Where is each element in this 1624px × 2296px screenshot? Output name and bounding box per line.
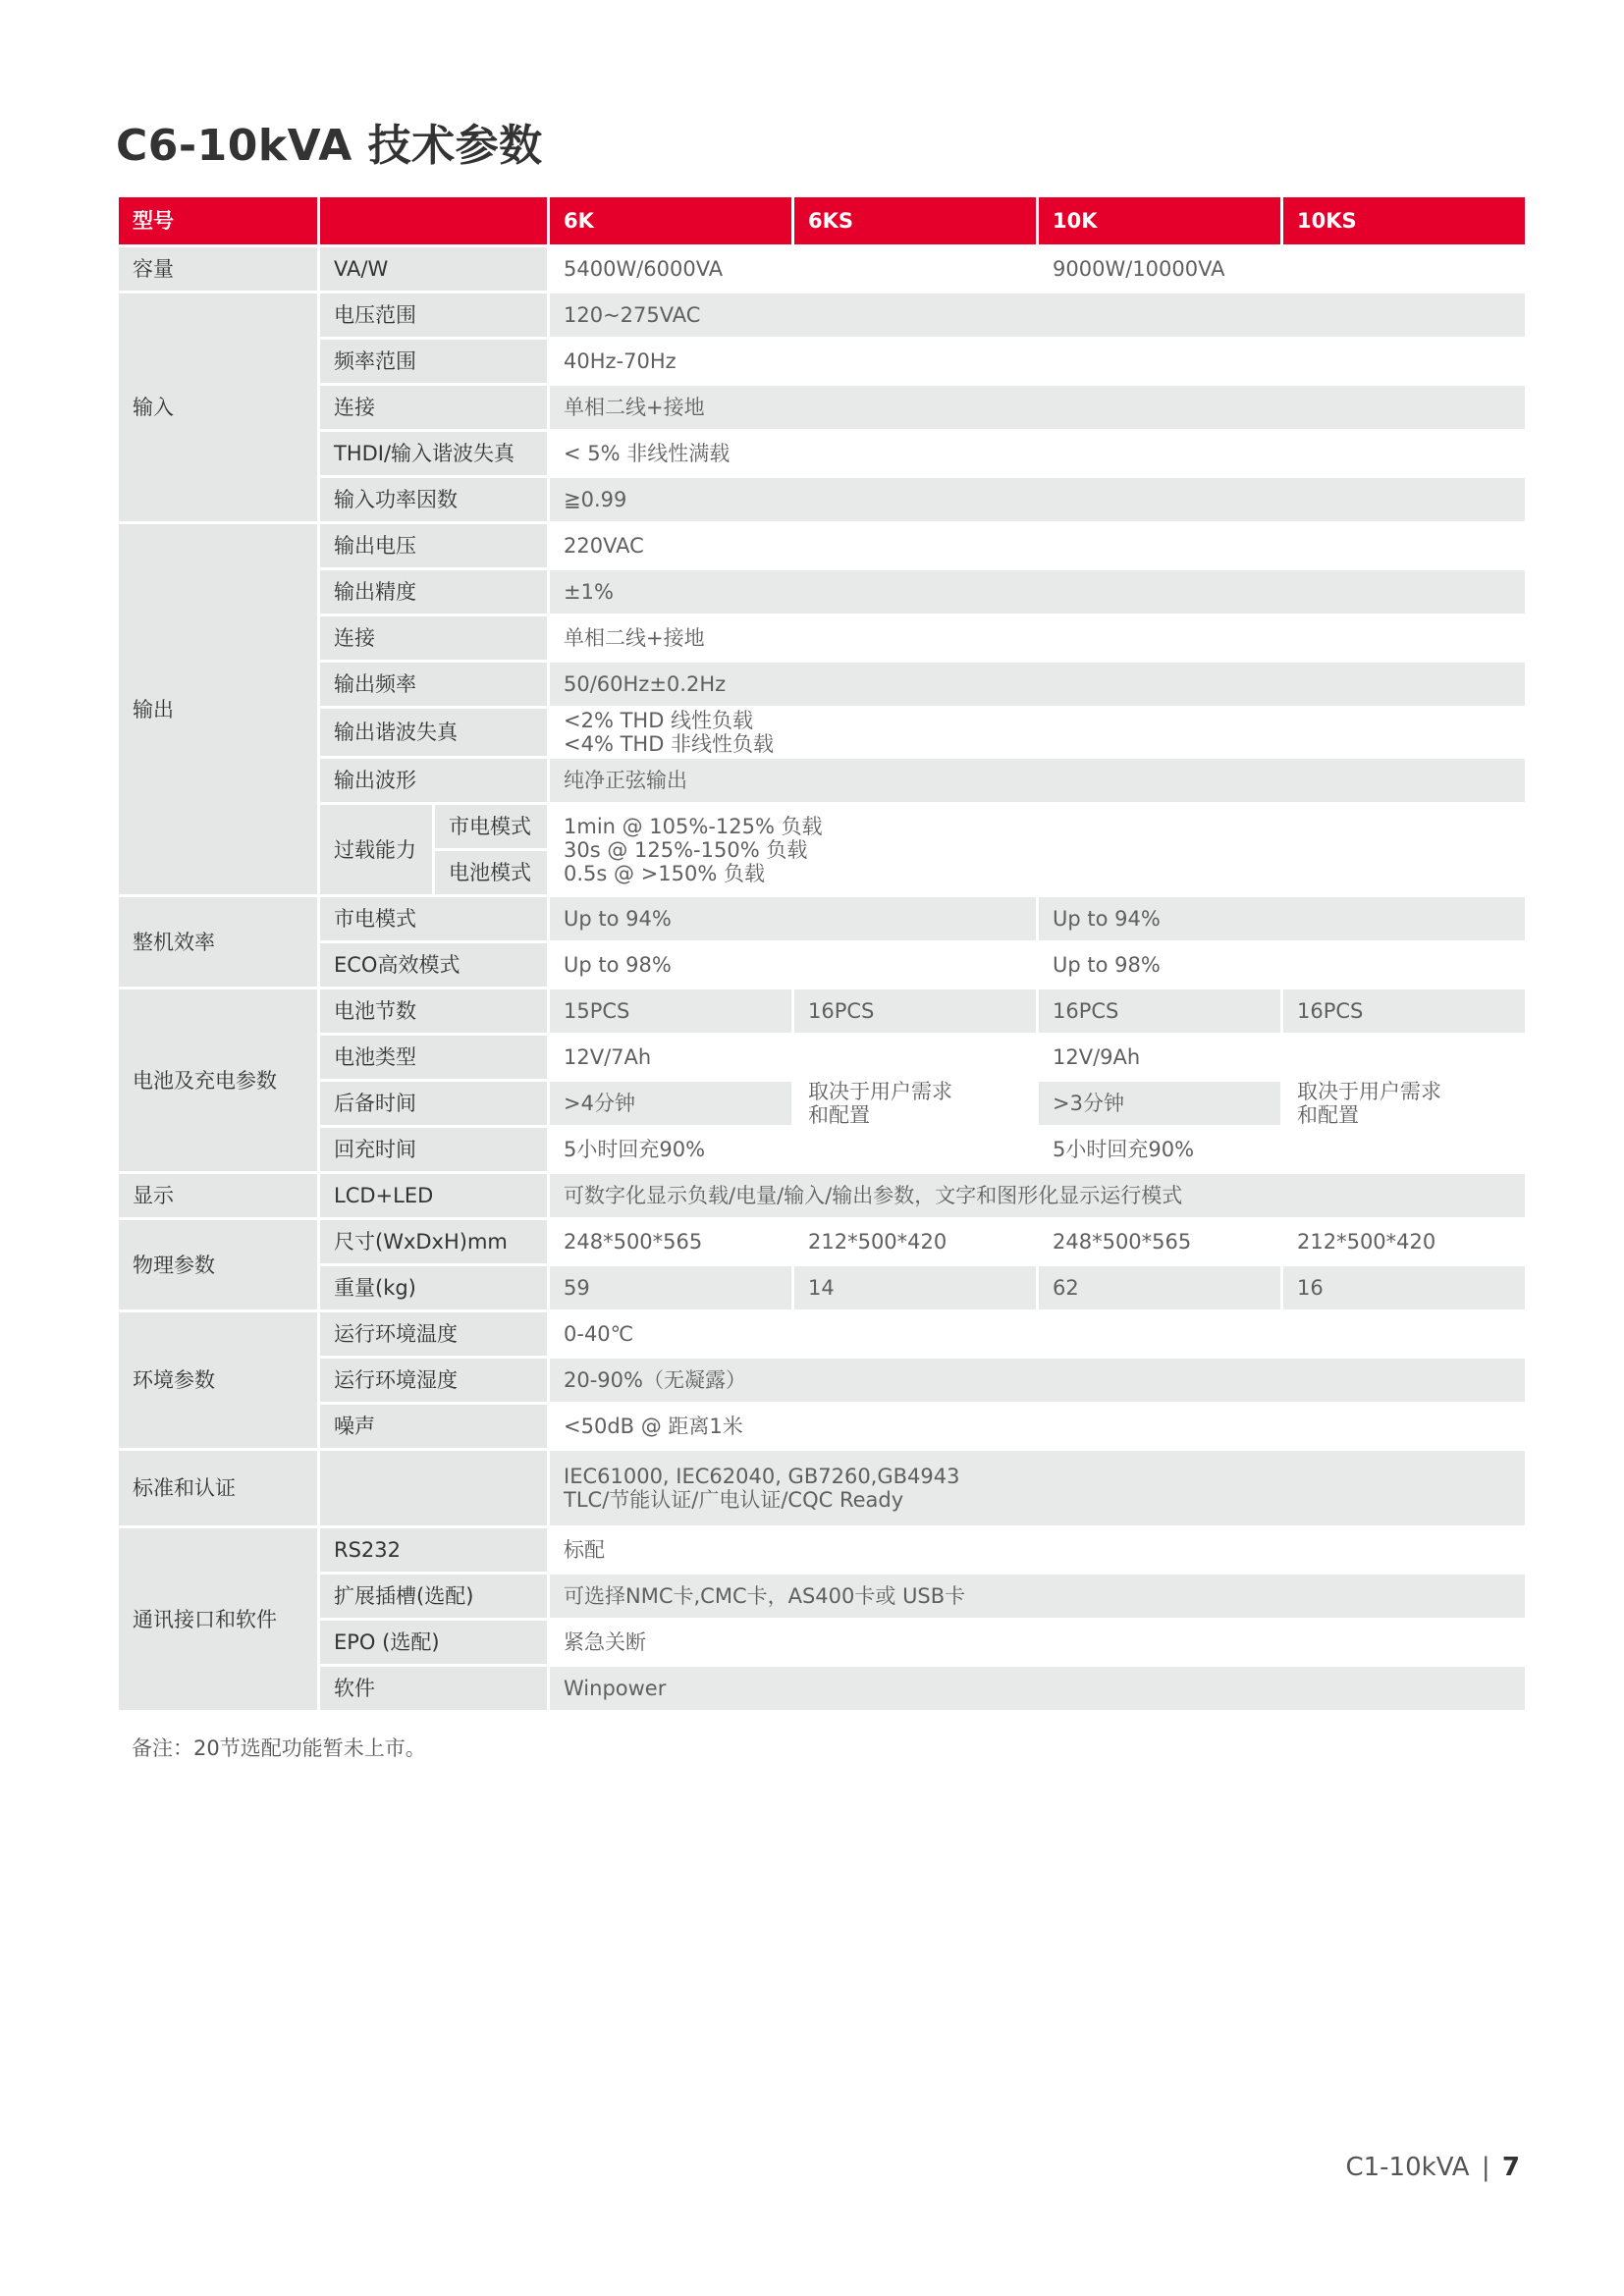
table-row xyxy=(119,989,1525,1033)
value-capacity-6k: 5400W/6000VA xyxy=(550,247,1036,291)
sub-output-waveform: 输出波形 xyxy=(320,759,547,802)
table-row xyxy=(119,478,1525,521)
category-output: 输出 xyxy=(119,524,317,894)
footnote: 备注：20节选配功能暂未上市。 xyxy=(132,1736,426,1760)
table-header-row xyxy=(119,197,1525,244)
value-env-temp: 0-40℃ xyxy=(550,1312,1525,1356)
value-software: Winpower xyxy=(550,1667,1525,1710)
value-size-6k: 248*500*565 xyxy=(550,1220,791,1263)
value-battery-10ks-user-config xyxy=(1283,1036,1525,1171)
value-env-humidity: 20-90%（无凝露） xyxy=(550,1359,1525,1402)
sub-noise: 噪声 xyxy=(320,1405,547,1448)
sub-vaw: VA/W xyxy=(320,247,547,291)
value-capacity-10k: 9000W/10000VA xyxy=(1039,247,1525,291)
user-config-line-1: 取决于用户需求 xyxy=(808,1080,952,1103)
page-footer xyxy=(1345,2153,1520,2182)
table-row xyxy=(119,943,1525,987)
value-output-voltage: 220VAC xyxy=(550,524,1525,567)
overload-line-1: 1min @ 105%-125% 负载 xyxy=(564,814,823,838)
value-output-frequency: 50/60Hz±0.2Hz xyxy=(550,663,1525,706)
table-row xyxy=(119,1451,1525,1525)
sub-thdi: THDI/输入谐波失真 xyxy=(320,432,547,475)
value-battery-count-6k: 15PCS xyxy=(550,989,791,1033)
sub-weight: 重量(kg) xyxy=(320,1266,547,1309)
value-battery-6ks-user-config xyxy=(794,1036,1036,1171)
header-model-label: 型号 xyxy=(119,197,317,244)
category-comm: 通讯接口和软件 xyxy=(119,1528,317,1710)
table-row xyxy=(119,1405,1525,1448)
value-output-accuracy: ±1% xyxy=(550,570,1525,614)
standards-line-1: IEC61000, IEC62040, GB7260,GB4943 xyxy=(564,1465,960,1488)
table-row xyxy=(119,294,1525,337)
value-battery-recharge-6k: 5小时回充90% xyxy=(550,1128,791,1171)
sub-freq-range: 频率范围 xyxy=(320,340,547,383)
table-row xyxy=(119,897,1525,940)
table-row xyxy=(119,1174,1525,1217)
sub-battery-backup: 后备时间 xyxy=(320,1082,547,1125)
sub-standards-blank xyxy=(320,1451,547,1525)
value-battery-count-6ks: 16PCS xyxy=(794,989,1036,1033)
overload-line-2: 30s @ 125%-150% 负载 xyxy=(564,837,808,862)
sub-battery-type: 电池类型 xyxy=(320,1036,547,1079)
page-title: C6-10kVA 技术参数 xyxy=(116,121,543,171)
value-display: 可数字化显示负载/电量/输入/输出参数，文字和图形化显示运行模式 xyxy=(550,1174,1525,1217)
category-display: 显示 xyxy=(119,1174,317,1217)
header-10k: 10K xyxy=(1039,197,1280,244)
value-size-10ks: 212*500*420 xyxy=(1283,1220,1525,1263)
sub-output-frequency: 输出频率 xyxy=(320,663,547,706)
value-expansion-slot: 可选择NMC卡,CMC卡，AS400卡或 USB卡 xyxy=(550,1575,1525,1618)
table-row xyxy=(119,570,1525,614)
header-6k: 6K xyxy=(550,197,791,244)
value-efficiency-eco-6k: Up to 98% xyxy=(550,943,1036,987)
table-row xyxy=(119,1359,1525,1402)
user-config-line-2: 和配置 xyxy=(808,1103,870,1127)
value-battery-type-10k: 12V/9Ah xyxy=(1039,1036,1280,1079)
value-efficiency-utility-6k: Up to 94% xyxy=(550,897,1036,940)
table-row xyxy=(119,1575,1525,1618)
table-row xyxy=(119,386,1525,429)
value-battery-backup-10k: >3分钟 xyxy=(1039,1082,1280,1125)
user-config-line-1: 取决于用户需求 xyxy=(1297,1080,1441,1103)
value-thdi: < 5% 非线性满载 xyxy=(550,432,1525,475)
sub-battery-recharge: 回充时间 xyxy=(320,1128,547,1171)
sub-output-voltage: 输出电压 xyxy=(320,524,547,567)
sub-input-pf: 输入功率因数 xyxy=(320,478,547,521)
value-input-pf: ≧0.99 xyxy=(550,478,1525,521)
value-output-waveform: 纯净正弦输出 xyxy=(550,759,1525,802)
value-input-connection: 单相二线+接地 xyxy=(550,386,1525,429)
value-weight-10ks: 16 xyxy=(1283,1266,1525,1309)
sub-output-accuracy: 输出精度 xyxy=(320,570,547,614)
value-weight-6k: 59 xyxy=(550,1266,791,1309)
user-config-line-2: 和配置 xyxy=(1297,1103,1359,1127)
sub-epo: EPO (选配) xyxy=(320,1621,547,1664)
table-row xyxy=(119,616,1525,660)
header-6ks: 6KS xyxy=(794,197,1036,244)
value-efficiency-eco-10k: Up to 98% xyxy=(1039,943,1525,987)
sub-efficiency-eco: ECO高效模式 xyxy=(320,943,547,987)
sub-overload: 过载能力 xyxy=(320,805,432,894)
output-thd-line-1: <2% THD 线性负载 xyxy=(564,709,754,732)
header-blank xyxy=(320,197,547,244)
value-battery-backup-6k: >4分钟 xyxy=(550,1082,791,1125)
value-battery-count-10k: 16PCS xyxy=(1039,989,1280,1033)
value-overload xyxy=(550,805,1525,894)
standards-line-2: TLC/节能认证/广电认证/CQC Ready xyxy=(564,1488,904,1512)
value-battery-type-6k: 12V/7Ah xyxy=(550,1036,791,1079)
table-row xyxy=(119,1036,1525,1079)
sub-battery-count: 电池节数 xyxy=(320,989,547,1033)
table-row xyxy=(119,1667,1525,1710)
value-standards xyxy=(550,1451,1525,1525)
sub-voltage-range: 电压范围 xyxy=(320,294,547,337)
table-row xyxy=(119,1528,1525,1572)
table-row xyxy=(119,1220,1525,1263)
sub-expansion-slot: 扩展插槽(选配) xyxy=(320,1575,547,1618)
value-noise: <50dB @ 距离1米 xyxy=(550,1405,1525,1448)
sub-env-humidity: 运行环境湿度 xyxy=(320,1359,547,1402)
sub-output-thd: 输出谐波失真 xyxy=(320,709,547,756)
sub-input-connection: 连接 xyxy=(320,386,547,429)
table-row xyxy=(119,432,1525,475)
sub-efficiency-utility: 市电模式 xyxy=(320,897,547,940)
sub-rs232: RS232 xyxy=(320,1528,547,1572)
table-row xyxy=(119,340,1525,383)
table-row xyxy=(119,1266,1525,1309)
sub-display: LCD+LED xyxy=(320,1174,547,1217)
table-row xyxy=(119,663,1525,706)
page-number: 7 xyxy=(1501,2153,1520,2182)
sub-software: 软件 xyxy=(320,1667,547,1710)
value-weight-10k: 62 xyxy=(1039,1266,1280,1309)
category-capacity: 容量 xyxy=(119,247,317,291)
value-size-10k: 248*500*565 xyxy=(1039,1220,1280,1263)
table-row xyxy=(119,709,1525,756)
category-physical: 物理参数 xyxy=(119,1220,317,1309)
value-battery-recharge-10k: 5小时回充90% xyxy=(1039,1128,1280,1171)
category-efficiency: 整机效率 xyxy=(119,897,317,987)
value-output-thd xyxy=(550,709,1525,756)
sub-size: 尺寸(WxDxH)mm xyxy=(320,1220,547,1263)
sub-overload-battery-mode: 电池模式 xyxy=(435,851,547,894)
table-row xyxy=(119,1621,1525,1664)
footer-doc-name: C1-10kVA xyxy=(1345,2153,1470,2182)
table-row xyxy=(119,805,1525,848)
table-row xyxy=(119,1312,1525,1356)
category-battery: 电池及充电参数 xyxy=(119,989,317,1171)
value-epo: 紧急关断 xyxy=(550,1621,1525,1664)
output-thd-line-2: <4% THD 非线性负载 xyxy=(564,732,775,756)
sub-env-temp: 运行环境温度 xyxy=(320,1312,547,1356)
category-standards: 标准和认证 xyxy=(119,1451,317,1525)
value-efficiency-utility-10k: Up to 94% xyxy=(1039,897,1525,940)
sub-overload-utility-mode: 市电模式 xyxy=(435,805,547,848)
overload-line-3: 0.5s @ >150% 负载 xyxy=(564,861,765,885)
table-row xyxy=(119,759,1525,802)
value-battery-count-10ks: 16PCS xyxy=(1283,989,1525,1033)
table-row xyxy=(119,247,1525,291)
sub-output-connection: 连接 xyxy=(320,616,547,660)
value-voltage-range: 120~275VAC xyxy=(550,294,1525,337)
value-rs232: 标配 xyxy=(550,1528,1525,1572)
spec-table xyxy=(116,194,1528,1713)
table-row xyxy=(119,524,1525,567)
category-environment: 环境参数 xyxy=(119,1312,317,1448)
value-weight-6ks: 14 xyxy=(794,1266,1036,1309)
category-input: 输入 xyxy=(119,294,317,521)
footer-separator: | xyxy=(1481,2153,1490,2182)
value-size-6ks: 212*500*420 xyxy=(794,1220,1036,1263)
value-freq-range: 40Hz-70Hz xyxy=(550,340,1525,383)
value-output-connection: 单相二线+接地 xyxy=(550,616,1525,660)
header-10ks: 10KS xyxy=(1283,197,1525,244)
